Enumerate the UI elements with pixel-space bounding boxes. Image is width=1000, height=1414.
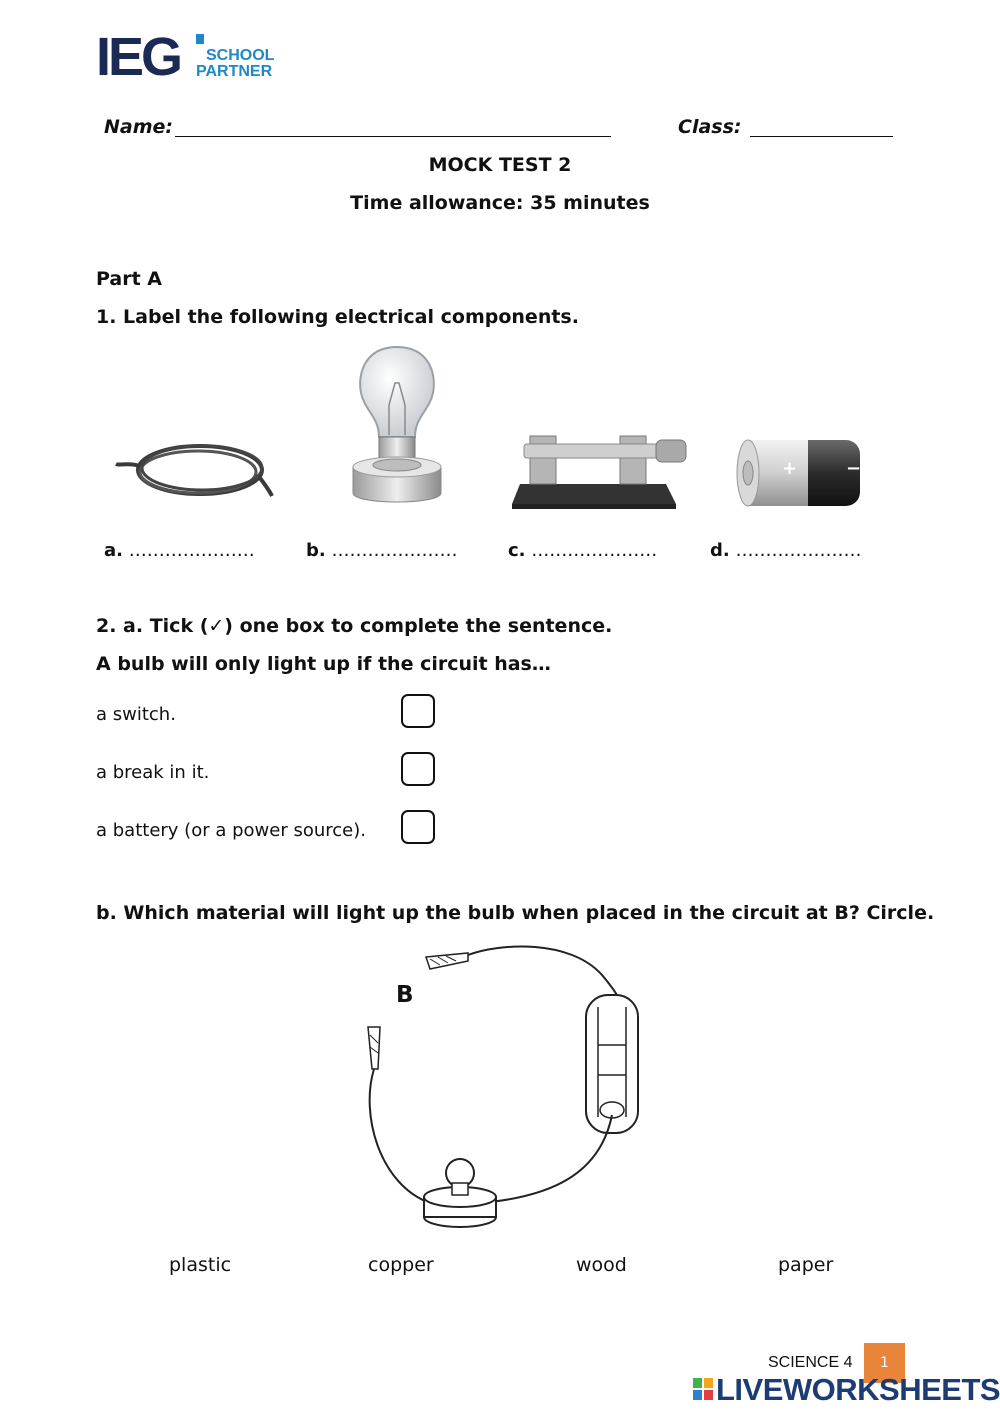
label-letter: c. (508, 540, 526, 561)
label-letter: a. (104, 540, 123, 561)
material-wood[interactable]: wood (576, 1254, 627, 1276)
label-d[interactable] (710, 540, 861, 561)
tick-box-3[interactable] (401, 810, 435, 844)
logo-flag-icon (196, 34, 204, 44)
label-dots: ………………… (735, 540, 862, 561)
material-plastic[interactable]: plastic (169, 1254, 232, 1276)
q2a-prompt: 2. a. Tick (✓) one box to complete the sentence. (96, 615, 613, 637)
label-dots: ………………… (128, 540, 255, 561)
q2a-stem: A bulb will only light up if the circuit has… (96, 653, 551, 675)
label-letter: d. (710, 540, 730, 561)
name-field[interactable] (175, 136, 611, 137)
logo-line-1: SCHOOL (206, 47, 275, 64)
label-dots: ………………… (331, 540, 458, 561)
circuit-point-b: B (396, 982, 414, 1008)
circuit-diagram (350, 935, 650, 1235)
battery-minus-sign: − (846, 458, 862, 479)
battery-plus-sign: + (782, 458, 798, 479)
tick-box-1[interactable] (401, 694, 435, 728)
class-label: Class: (678, 116, 742, 138)
label-letter: b. (306, 540, 326, 561)
option-text-2: a break in it. (96, 762, 210, 783)
tick-box-2[interactable] (401, 752, 435, 786)
name-label: Name: (104, 116, 174, 138)
class-field[interactable] (750, 136, 893, 137)
label-dots: ………………… (531, 540, 658, 561)
switch-image (510, 428, 690, 510)
page-number-badge: 1 (864, 1343, 905, 1383)
ieg-logo-text: IEG (96, 27, 181, 87)
q1-prompt: 1. Label the following electrical components. (96, 306, 579, 328)
logo-line-2: PARTNER (196, 63, 273, 80)
label-c[interactable] (508, 540, 657, 561)
label-b[interactable] (306, 540, 457, 561)
footer-subject: SCIENCE 4 (768, 1354, 853, 1371)
part-a-heading: Part A (96, 268, 163, 290)
option-text-3: a battery (or a power source). (96, 820, 366, 841)
liveworksheets-brand[interactable]: LIVEWORKSHEETS (716, 1372, 1000, 1407)
label-a[interactable] (104, 540, 255, 561)
logo-subtitle (196, 48, 274, 80)
test-title: MOCK TEST 2 (428, 154, 572, 176)
liveworksheets-logo-icon (693, 1378, 713, 1400)
option-text-1: a switch. (96, 704, 176, 725)
material-paper[interactable]: paper (778, 1254, 834, 1276)
wire-image (110, 430, 280, 510)
material-copper[interactable]: copper (368, 1254, 434, 1276)
q2b-prompt: b. Which material will light up the bulb when placed in the circuit at B? Circle. (96, 902, 935, 924)
time-allowance: Time allowance: 35 minutes (350, 192, 650, 214)
bulb-image (345, 343, 449, 509)
